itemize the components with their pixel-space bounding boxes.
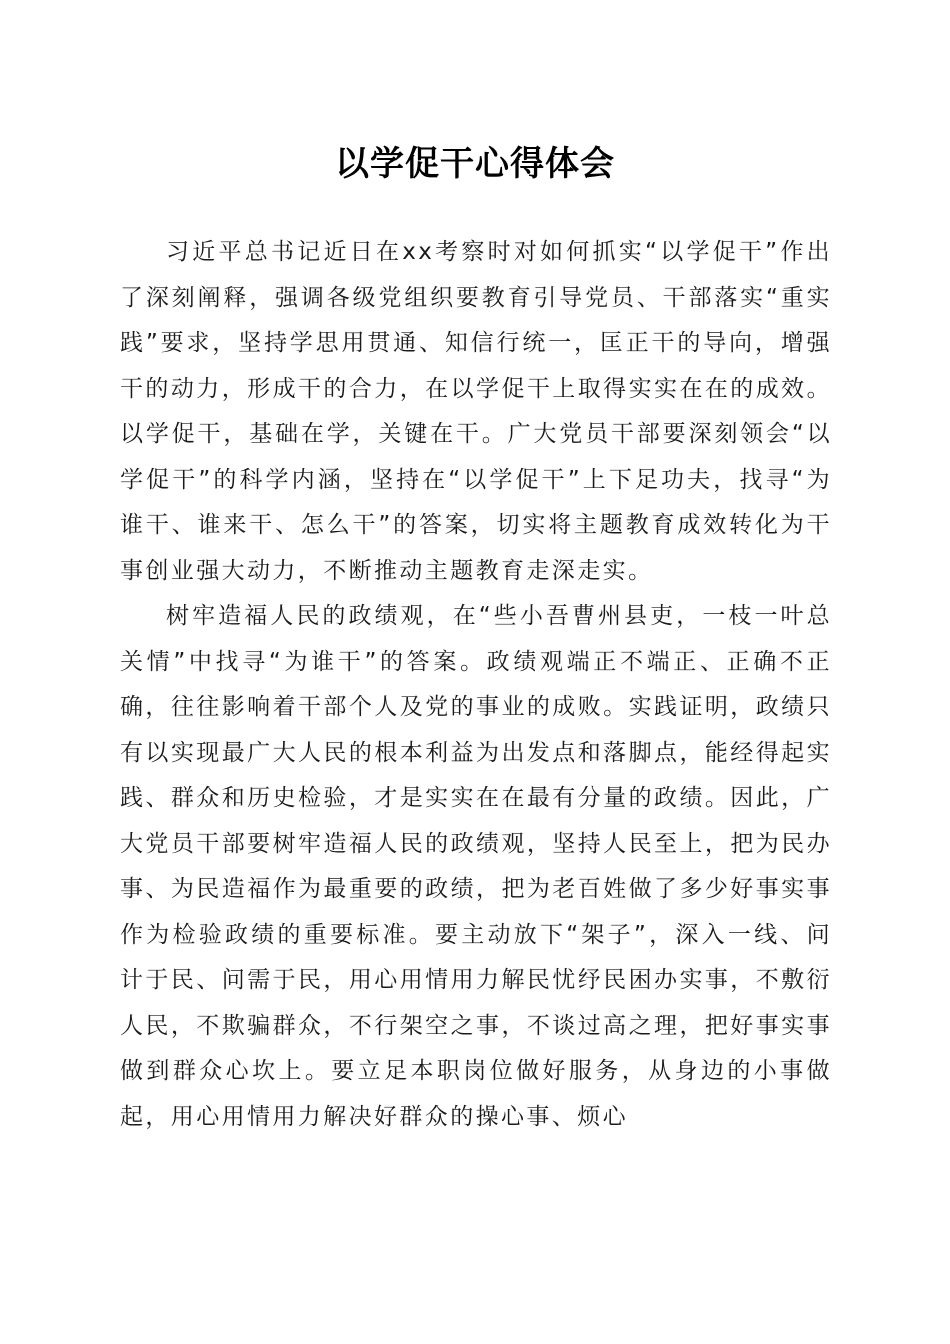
paragraph-2: 树牢造福人民的政绩观，在“些小吾曹州县吏，一枝一叶总关情”中找寻“为谁干”的答案。政绩观端正不端正、正确不正确，往往影响着干部个人及党的事业的成败。实践证明，政绩只有以实现最广大人民的根本利益为出发点和落脚点，能经得起实践、群众和历史检验，才是实实在在最有分量的政绩。因此，广大党员干部要树牢造福人民的政绩观，坚持人民至上，把为民办事、为民造福作为最重要的政绩，把为老百姓做了多少好事实事作为检验政绩的重要标准。要主动放下“架子”，深入一线、问计于民、问需于民，用心用情用力解民忧纾民困办实事，不敷衍人民，不欺骗群众，不行架空之事，不谈过高之理，把好事实事做到群众心坎上。要立足本职岗位做好服务，从身边的小事做起，用心用情用力解决好群众的操心事、烦心 bbox=[120, 603, 832, 1130]
paragraph-1: 习近平总书记近日在xx考察时对如何抓实“以学促干”作出了深刻阐释，强调各级党组织要教育引导党员、干部落实“重实践”要求，坚持学思用贯通、知信行统一，匡正干的导向，增强干的动力，形成干的合力，在以学促干上取得实实在在的成效。以学促干，基础在学，关键在干。广大党员干部要深刻领会“以学促干”的科学内涵，坚持在“以学促干”上下足功夫，找寻“为谁干、谁来干、怎么干”的答案，切实将主题教育成效转化为干事创业强大动力，不断推动主题教育走深走实。 bbox=[120, 239, 832, 584]
document-title: 以学促干心得体会 bbox=[335, 144, 615, 184]
document-body bbox=[120, 230, 832, 1140]
